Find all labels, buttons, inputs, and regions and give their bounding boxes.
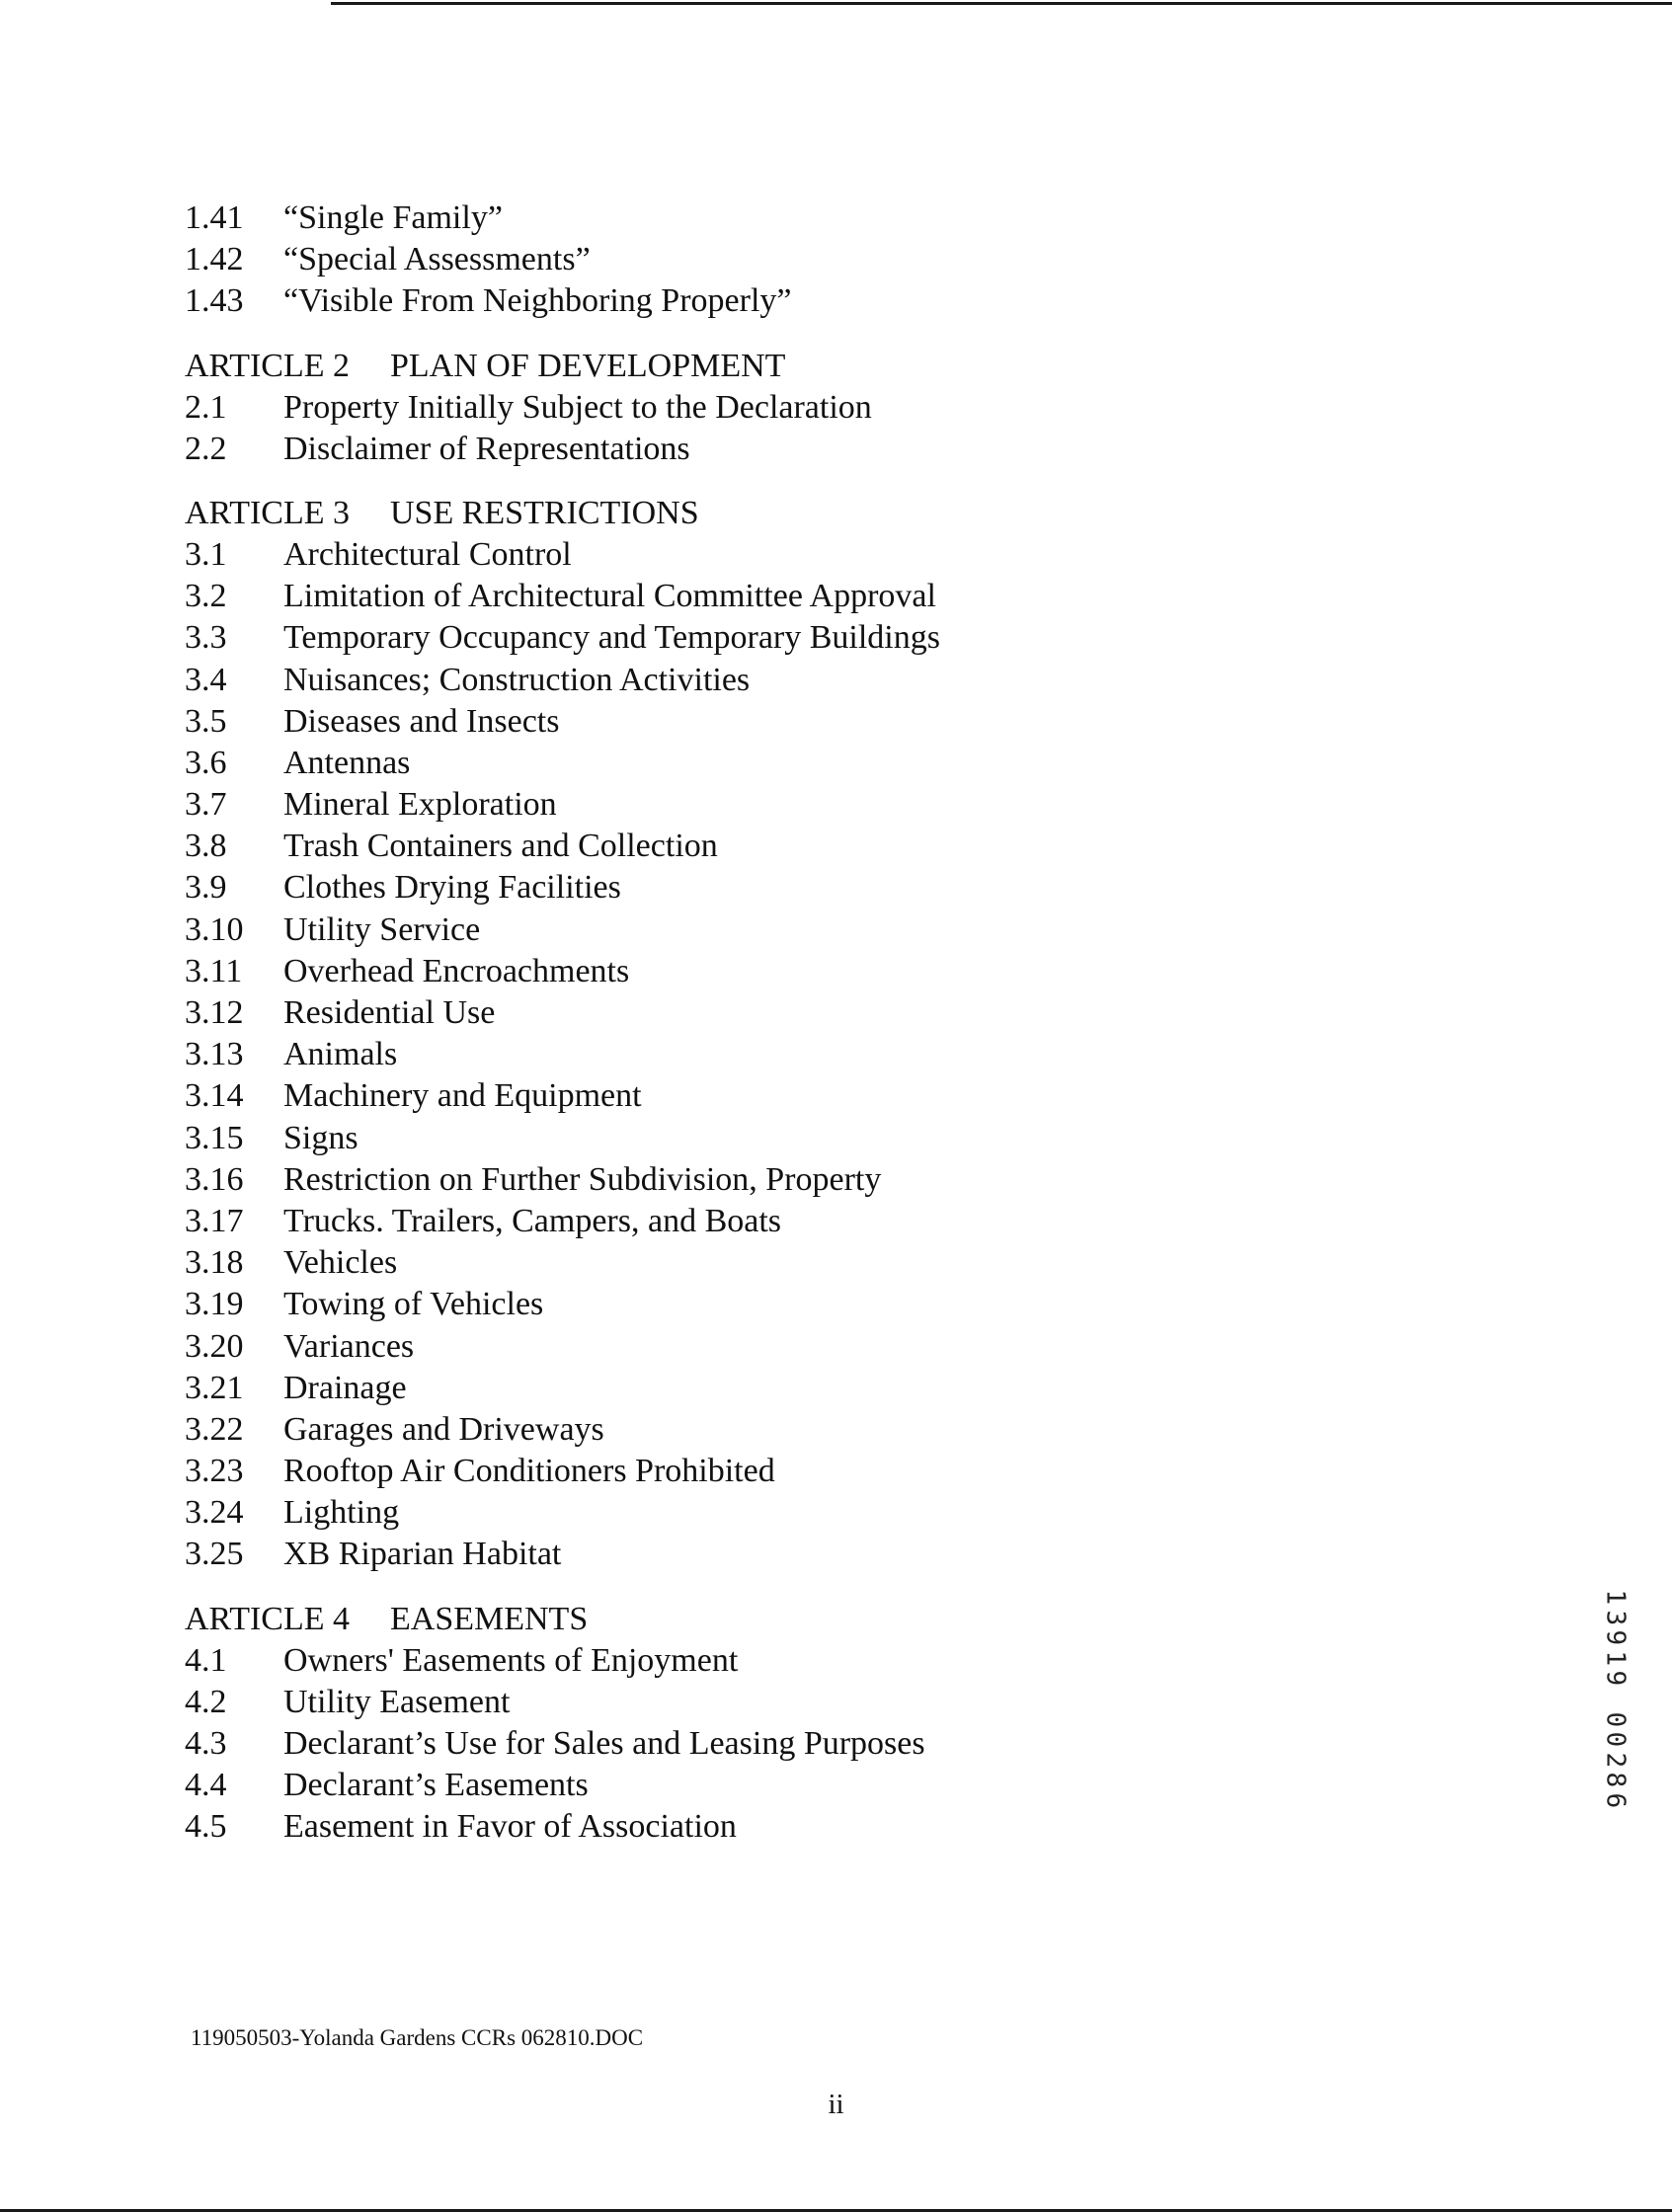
section-title: Garages and Driveways (283, 1410, 604, 1448)
toc-entry (185, 1682, 1370, 1723)
section-title: Signs (283, 1119, 358, 1156)
section-number: 1.43 (185, 282, 244, 320)
toc-entry (185, 1034, 1370, 1075)
section-title: Utility Easement (283, 1683, 511, 1720)
section-number: 3.1 (185, 535, 227, 573)
section-title: “Visible From Neighboring Properly” (283, 282, 792, 320)
stamp-digit: 2 (1600, 1752, 1631, 1768)
toc-entry (185, 867, 1370, 908)
toc-entry (185, 534, 1370, 576)
section-title: Mineral Exploration (283, 786, 557, 824)
page-number: ii (828, 2089, 844, 2120)
section-title: Diseases and Insects (283, 702, 560, 740)
section-title: Overhead Encroachments (283, 952, 630, 989)
section-number: 3.7 (185, 786, 227, 824)
section-number: 2.1 (185, 388, 227, 426)
article-title: PLAN OF DEVELOPMENT (390, 347, 786, 384)
section-title: Utility Service (283, 910, 481, 948)
section-number: 1.42 (185, 241, 244, 278)
section-title: Declarant’s Use for Sales and Leasing Purposes (283, 1725, 925, 1762)
article-title: EASEMENTS (390, 1600, 589, 1637)
stamp-digit: 6 (1600, 1792, 1631, 1809)
recording-stamp (1600, 1587, 1630, 1811)
toc-group (185, 1599, 1370, 1849)
section-number: 3.11 (185, 952, 243, 989)
table-of-contents (185, 198, 1370, 1871)
top-scan-rule (331, 2, 1672, 5)
toc-entry (185, 660, 1370, 701)
article-heading (185, 1599, 1370, 1640)
toc-entry (185, 1534, 1370, 1575)
section-title: Disclaimer of Representations (283, 430, 690, 467)
section-number: 4.3 (185, 1725, 227, 1762)
section-title: Drainage (283, 1369, 407, 1406)
section-title: Antennas (283, 744, 411, 781)
toc-entry (185, 1201, 1370, 1242)
section-title: Trucks. Trailers, Campers, and Boats (283, 1202, 782, 1239)
stamp-digit: 1 (1600, 1589, 1631, 1606)
section-number: 2.2 (185, 430, 227, 467)
section-title: Residential Use (283, 994, 496, 1031)
section-title: Machinery and Equipment (283, 1077, 642, 1115)
section-title: Property Initially Subject to the Declaration (283, 388, 872, 426)
toc-entry (185, 387, 1370, 429)
section-title: Vehicles (283, 1244, 398, 1282)
section-title: “Single Family” (283, 199, 503, 236)
section-title: Nuisances; Construction Activities (283, 661, 751, 698)
toc-entry (185, 951, 1370, 992)
section-title: Variances (283, 1327, 415, 1365)
toc-entry (185, 1451, 1370, 1492)
toc-entry (185, 1806, 1370, 1848)
stamp-digit: 3 (1600, 1610, 1631, 1625)
toc-entry (185, 1492, 1370, 1534)
section-number: 3.20 (185, 1327, 244, 1365)
toc-entry (185, 429, 1370, 470)
toc-entry (185, 743, 1370, 784)
article-label: ARTICLE 4 (185, 1600, 350, 1637)
section-number: 3.17 (185, 1202, 244, 1239)
toc-entry (185, 1640, 1370, 1682)
toc-entry (185, 1159, 1370, 1201)
toc-entry (185, 1242, 1370, 1284)
stamp-digit: 9 (1600, 1629, 1631, 1646)
toc-entry (185, 1284, 1370, 1325)
section-title: Limitation of Architectural Committee Approval (283, 578, 936, 615)
toc-entry (185, 576, 1370, 617)
section-number: 3.9 (185, 869, 227, 907)
article-title: USE RESTRICTIONS (390, 494, 699, 531)
section-title: Declarant’s Easements (283, 1767, 589, 1804)
section-title: Clothes Drying Facilities (283, 869, 621, 907)
section-number: 3.19 (185, 1286, 244, 1323)
stamp-digit: 8 (1600, 1772, 1631, 1788)
section-number: 3.14 (185, 1077, 244, 1115)
toc-entry (185, 617, 1370, 659)
section-title: Towing of Vehicles (283, 1286, 544, 1323)
toc-entry (185, 1326, 1370, 1368)
section-number: 3.24 (185, 1494, 244, 1532)
toc-entry (185, 826, 1370, 867)
section-number: 3.10 (185, 910, 244, 948)
stamp-digit: 9 (1600, 1670, 1631, 1687)
toc-entry (185, 784, 1370, 826)
section-number: 4.2 (185, 1683, 227, 1720)
section-number: 3.25 (185, 1536, 244, 1573)
toc-entry (185, 1075, 1370, 1117)
section-title: Owners' Easements of Enjoyment (283, 1641, 739, 1679)
section-number: 1.41 (185, 199, 244, 236)
section-number: 3.13 (185, 1036, 244, 1073)
section-title: Temporary Occupancy and Temporary Buildings (283, 619, 940, 657)
stamp-digit: 1 (1600, 1650, 1631, 1666)
toc-group (185, 346, 1370, 470)
section-title: Architectural Control (283, 535, 572, 573)
section-title: Rooftop Air Conditioners Prohibited (283, 1453, 775, 1490)
section-title: XB Riparian Habitat (283, 1536, 562, 1573)
toc-entry (185, 1368, 1370, 1409)
stamp-digit: 0 (1600, 1711, 1631, 1727)
section-number: 4.4 (185, 1767, 227, 1804)
section-number: 3.12 (185, 994, 244, 1031)
toc-group (185, 493, 1370, 1576)
section-title: Trash Containers and Collection (283, 828, 718, 865)
section-title: Lighting (283, 1494, 400, 1532)
section-title: “Special Assessments” (283, 241, 591, 278)
section-number: 3.16 (185, 1160, 244, 1198)
section-number: 3.6 (185, 744, 227, 781)
toc-entry (185, 198, 1370, 239)
section-number: 3.5 (185, 702, 227, 740)
section-number: 3.15 (185, 1119, 244, 1156)
section-title: Animals (283, 1036, 398, 1073)
section-number: 3.3 (185, 619, 227, 657)
article-heading (185, 493, 1370, 534)
toc-entry (185, 280, 1370, 322)
section-number: 3.21 (185, 1369, 244, 1406)
toc-entry (185, 1118, 1370, 1159)
toc-group (185, 198, 1370, 323)
toc-entry (185, 909, 1370, 951)
section-number: 4.5 (185, 1808, 227, 1846)
section-title: Easement in Favor of Association (283, 1808, 737, 1846)
footer-document-id: 119050503-Yolanda Gardens CCRs 062810.DOC (191, 2025, 644, 2050)
article-label: ARTICLE 2 (185, 347, 350, 384)
article-heading (185, 346, 1370, 387)
article-label: ARTICLE 3 (185, 494, 350, 531)
toc-entry (185, 1409, 1370, 1451)
section-number: 3.22 (185, 1410, 244, 1448)
stamp-digit: 0 (1600, 1731, 1631, 1748)
toc-entry (185, 239, 1370, 280)
section-number: 3.8 (185, 828, 227, 865)
section-number: 3.18 (185, 1244, 244, 1282)
section-title: Restriction on Further Subdivision, Property (283, 1160, 882, 1198)
toc-entry (185, 701, 1370, 743)
section-number: 3.23 (185, 1453, 244, 1490)
toc-entry (185, 1765, 1370, 1806)
section-number: 4.1 (185, 1641, 227, 1679)
toc-entry (185, 1723, 1370, 1765)
toc-entry (185, 992, 1370, 1034)
section-number: 3.4 (185, 661, 227, 698)
section-number: 3.2 (185, 578, 227, 615)
